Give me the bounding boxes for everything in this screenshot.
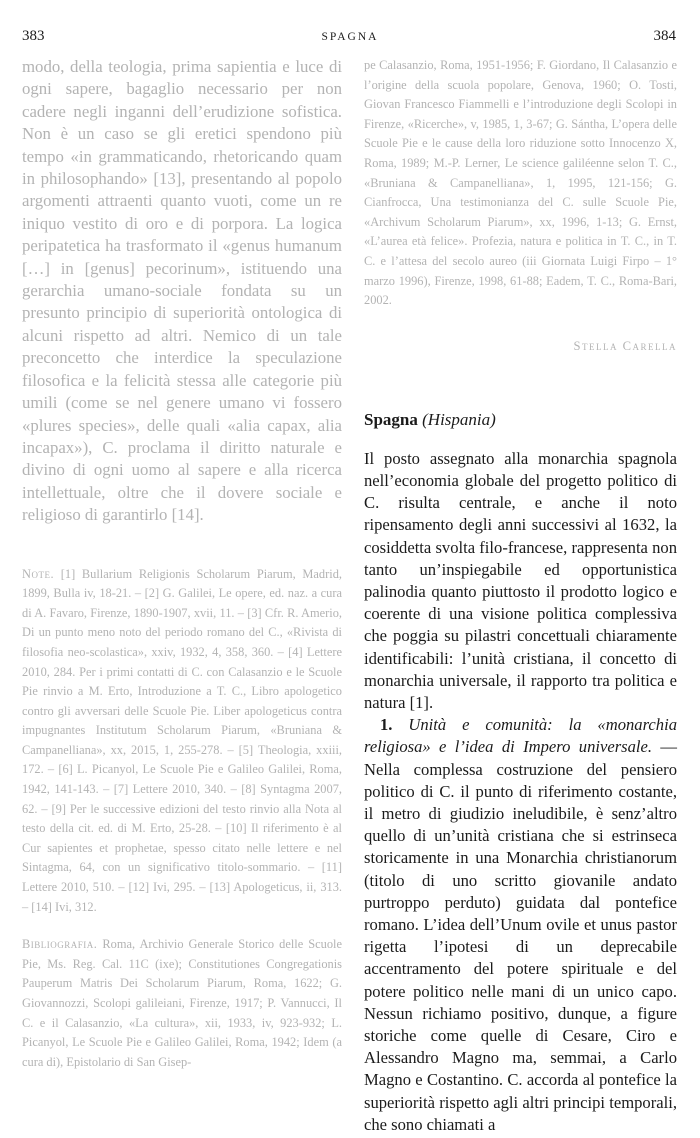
running-title: SPAGNA: [321, 31, 379, 43]
bibliography-label: Bibliografia.: [22, 937, 98, 952]
notes-label: Note.: [22, 566, 55, 581]
entry-title: Spagna: [364, 409, 418, 429]
author-signature: Stella Carella: [573, 338, 677, 353]
bibliography-text: Roma, Archivio Generale Storico delle Scuole Pie, Ms. Reg. Cal. 11C (ixe); Constitutiones Congregationis Pauperum Matris Dei Scholarum Piarum, Roma, 1622; G. Giovannozzi, Scolopi galileiani, Firenze, 1917; P. Vannucci, Il C. e il Calasanzio, «La cultura», xii, 1933, iv, 923-932; L. Picanyol, Le Scuole Pie e Galileo Galilei, Roma, 1942; Idem (a cura di), Epistolario di San Gisep-: [22, 937, 342, 1069]
left-column: [22, 56, 342, 1072]
section-text: — Nella complessa costruzione del pensiero politico di C. il punto di riferimento costante, il metro di giudizio ineludibile, è senz’altro quello di un’unità cristiana che si estrinseca storicamente in una Monarchia christianorum (titolo di uno scritto giovanile andato purtroppo perduto) guidata dal pontefice romano. L’idea dell’Unum ovile et unus pastor rigetta l’ipotesi di un deprecabile accentramento del potere spirituale e del potere politico nelle mani di un unico capo. Nessun richiamo positivo, dunque, a figure storiche come quelle di Cesare, Ciro e Alessandro Magno ma, semmai, a Carlo Magno e Costantino. C. accorda al pontefice la superiorità rispetto agli altri principi temporali, che sono chiamati a: [364, 737, 677, 1134]
right-column: [364, 56, 677, 1136]
entry-paragraph-1: Il posto assegnato alla monarchia spagnola nell’economia globale del progetto politico di C. risulta centrale, e anche il noto ripensamento degli anni successivi al 1632, la cosiddetta svolta filo-francese, rappresenta non tanto un’inspiegabile ed opportunistica palinodia quanto piuttosto il prodotto logico e coerente di una visione politica complessiva che poggia su pilastri concettuali chiaramente identificabili: l’unità cristiana, il concetto di monarchia universale, il rapporto tra politica e natura [1].: [364, 448, 677, 712]
bibliography-continuation: pe Calasanzio, Roma, 1951-1956; F. Giordano, Il Calasanzio e l’origine della scuola popolare, Genova, 1960; O. Tosti, Giovan Francesco Fiammelli e l’introduzione degli Scolopi in Firenze, «Ricerche», v, 1985, 1, 3-67; G. Sántha, L’opera delle Scuole Pie e le cause della loro riduzione sotto Innocenzo X, Roma, 1989; M.-P. Lerner, Le science galiléenne selon T. C., «Bruniana & Campanelliana», 1, 1995, 121-156; G. Cianfrocca, Una testimonianza del C. sulle Scuole Pie, «Archivum Scholarum Piarum», xx, 1996, 1-13; G. Ernst, «L’aurea età felice». Profezia, natura e politica in T. C., in T. C. e l’attesa del secolo aureo (iii Giornata Luigi Firpo – 1° marzo 1996), Firenze, 1998, 61-88; Eadem, T. C., Roma-Bari, 2002.: [364, 58, 677, 308]
notes-text: [1] Bullarium Religionis Scholarum Piarum, Madrid, 1899, Bulla iv, 18-21. – [2] G. Galilei, Le opere, ed. naz. a cura di A. Favaro, Firenze, 1890-1907, xvii, 11. – [3] Cfr. R. Amerio, Di un punto meno noto del periodo romano del C., «Rivista di filosofia neo-scolastica», xxiv, 1932, 4, 358, 360. – [4] Lettere 2010, 284. Per i primi contatti di C. con Calasanzio e le Scuole Pie rinvio a M. Erto, Introduzione a T. C., Libro apologetico contro gli avversari delle Scuole Pie. Liber apologeticus contra impugnantes Institutum Scholarum Piarum, «Bruniana & Campanelliana», xx, 2015, 1, 255-278. – [5] Theologia, xxiii, 172. – [6] L. Picanyol, Le Scuole Pie e Galileo Galilei, Roma, 1942, 141-143. – [7] Lettere 2010, 340. – [8] Syntagma 2007, 62. – [9] Per le successive edizioni del testo rinvio alla Nota al testo della cit. ed. di M. Erto, 25-28. – [10] Il riferimento è al Cur sapientes et prophetae, spesso citato nelle lettere e nel Sintagma, 64, con un significativo titolo-sommario. – [11] Lettere 2010, 510. – [12] Ivi, 295. – [13] Apologeticus, ii, 313. – [14] Ivi, 312.: [22, 566, 342, 914]
section-title: Unità e comunità: la «monarchia religiosa» e l’idea di Impero universale.: [364, 715, 677, 757]
page-number-left: 383: [22, 28, 45, 44]
left-continuation-paragraph: modo, della teologia, prima sapientia e luce di ogni sapere, bagaglio necessario per non cadere negli inganni dell’erudizione sofistica. Non è un caso se gli eretici spendono più tempo «in grammaticando, rhetoricando quam in philosophando» [13], presentando al popolo argomenti attraenti quanto vuoti, come un re iniquo vestito di oro e di porpora. La logica peripatetica ha trasformato il «genus humanum […] in [genus] pecorinum», istituendo una gerarchia umano-sociale fondata su un presunto principio di superiorità ontologica di alcuni rispetto ad altri. Nemico di un tale preconcetto che interdice la speculazione filosofica e la felicità stessa alle categorie più umili (come se nel genere umano vi fossero «plures species», delle quali «alia capax, alia incapax»), C. proclama il diritto naturale e divino di ogni uomo al sapere e alla ricerca intellettuale, oltre che il dovere sociale e religioso di garantirlo [14].: [22, 57, 342, 525]
bibliography-block: [22, 935, 342, 1072]
entry-paragraph-2: [364, 714, 677, 1136]
notes-block: [22, 565, 342, 918]
entry-subtitle: (Hispania): [422, 409, 496, 429]
section-number: 1.: [380, 715, 393, 735]
entry-heading: [364, 410, 677, 430]
page-number-right: 384: [653, 28, 676, 44]
